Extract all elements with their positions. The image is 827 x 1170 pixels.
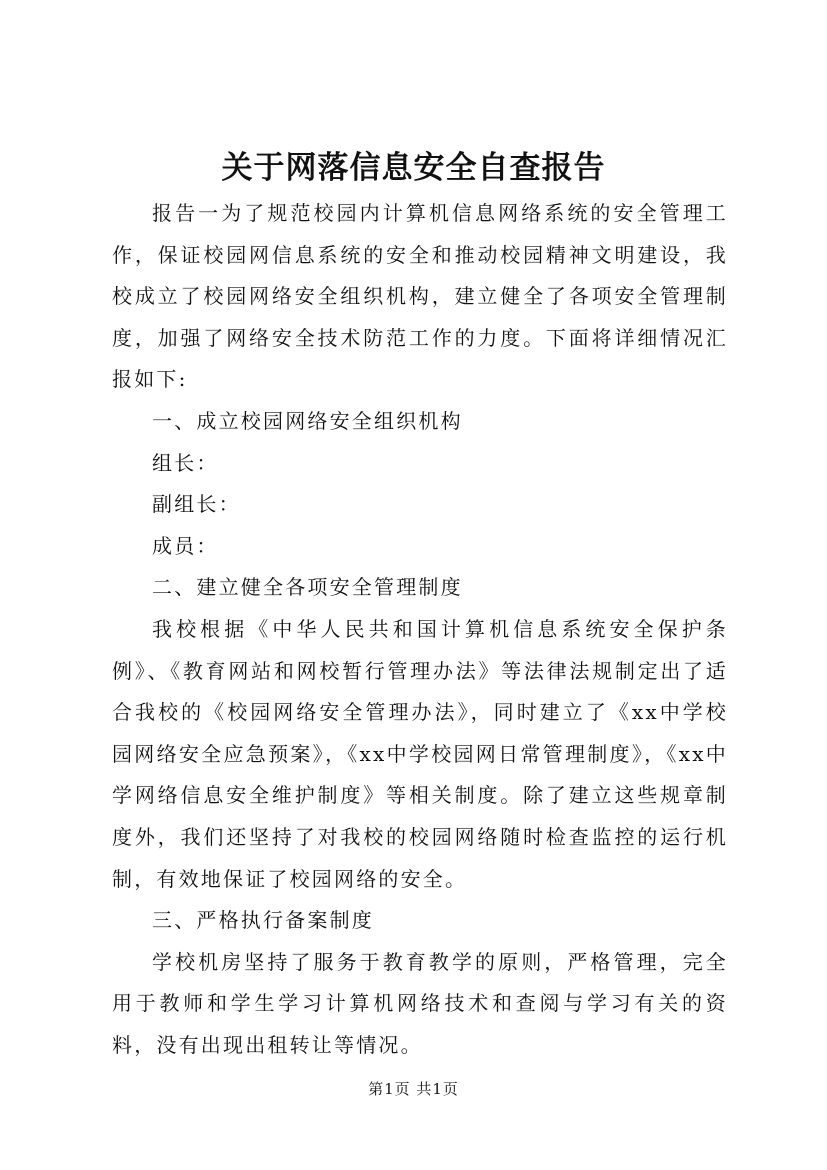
deputy-leader-line: 副组长： [152,492,241,517]
section-3-paragraph: 学校机房坚持了服务于教育教学的原则，严格管理，完全用于教师和学生学习计算机网络技术和查阅与学习有关的资料，没有出现出租转让等情况。 [112,949,728,1057]
section-1-heading: 一、成立校园网络安全组织机构 [152,408,463,433]
section-2-paragraph: 我校根据《中华人民共和国计算机信息系统安全保护条例》、《教育网站和网校暂行管理办法》等法律法规制定出了适合我校的《校园网络安全管理办法》，同时建立了《xx中学校园网络安全应急预案》，《xx中学校园网日常管理制度》，《xx中学网络信息安全维护制度》等相关制度。除了建立这些规章制度外，我们还坚持了对我校的校园网络随时检查监控的运行机制，有效地保证了校园网络的安全。 [112,616,728,891]
document-body [112,193,728,1066]
page-number-footer: 第1页 共1页 [368,1080,459,1098]
document-title: 关于网落信息安全自查报告 [221,150,606,186]
leader-line: 组长： [152,450,219,475]
section-3-heading: 三、严格执行备案制度 [152,908,374,933]
members-line: 成员： [152,533,219,558]
section-2-heading: 二、建立健全各项安全管理制度 [152,575,463,600]
intro-paragraph: 报告一为了规范校园内计算机信息网络系统的安全管理工作，保证校园网信息系统的安全和推动校园精神文明建设，我校成立了校园网络安全组织机构，建立健全了各项安全管理制度，加强了网络安全技术防范工作的力度。下面将详细情况汇报如下: [112,201,728,392]
